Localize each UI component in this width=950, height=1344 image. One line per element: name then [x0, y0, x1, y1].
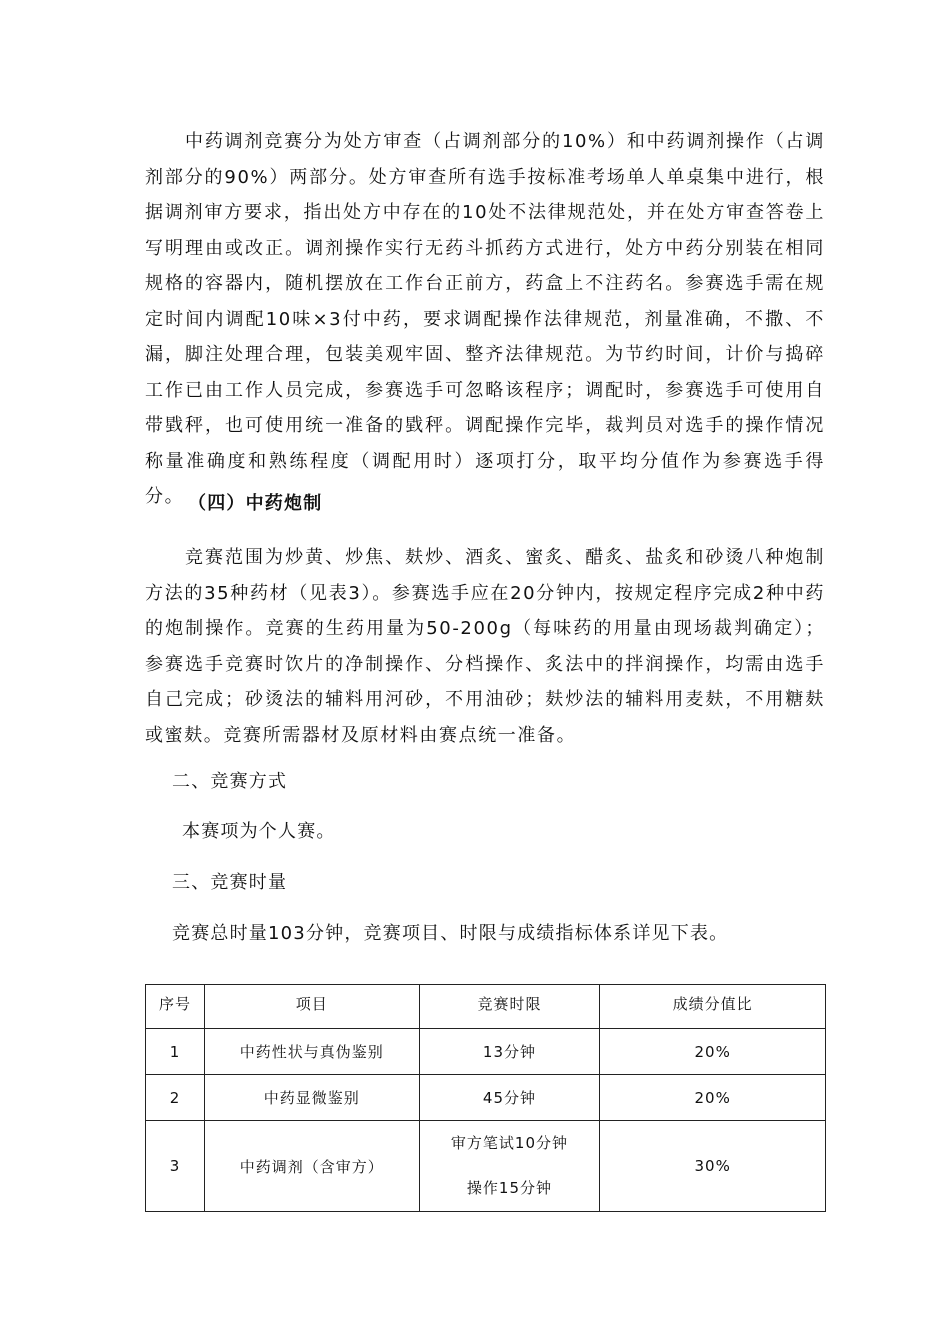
cell-item: 中药显微鉴别	[204, 1075, 419, 1121]
header-time: 竞赛时限	[419, 985, 600, 1029]
cell-item: 中药调剂（含审方）	[204, 1121, 419, 1212]
section-heading-format: 二、竞赛方式	[172, 771, 288, 792]
cell-time	[419, 1121, 600, 1212]
section-heading-duration: 三、竞赛时量	[172, 872, 288, 893]
total-time-text: 竞赛总时量103分钟，竞赛项目、时限与成绩指标体系详见下表。	[172, 923, 729, 944]
cell-no: 2	[146, 1075, 205, 1121]
cell-time: 13分钟	[419, 1029, 600, 1075]
header-no: 序号	[146, 985, 205, 1029]
header-item: 项目	[204, 985, 419, 1029]
cell-score: 20%	[600, 1029, 826, 1075]
cell-score: 20%	[600, 1075, 826, 1121]
schedule-table	[145, 984, 826, 1212]
cell-time-written: 审方笔试10分钟	[450, 1134, 568, 1152]
cell-score: 30%	[600, 1121, 826, 1212]
table-row	[146, 1029, 826, 1075]
cell-no: 1	[146, 1029, 205, 1075]
paragraph-dispensing: 中药调剂竞赛分为处方审查（占调剂部分的10%）和中药调剂操作（占调剂部分的90%）两部分。处方审查所有选手按标准考场单人单桌集中进行，根据调剂审方要求，指出处方中存在的10处不法律规范处，并在处方审查答卷上写明理由或改正。调剂操作实行无药斗抓药方式进行，处方中药分别装在相同规格的容器内，随机摆放在工作台正前方，药盒上不注药名。参赛选手需在规定时间内调配10味×3付中药，要求调配操作法律规范，剂量准确，不撒、不漏，脚注处理合理，包装美观牢固、整齐法律规范。为节约时间，计价与捣碎工作已由工作人员完成，参赛选手可忽略该程序；调配时，参赛选手可使用自带戥秤，也可使用统一准备的戥秤。调配操作完毕，裁判员对选手的操作情况称量准确度和熟练程度（调配用时）逐项打分，取平均分值作为参赛选手得分。	[145, 131, 825, 507]
table-row	[146, 1121, 826, 1212]
paragraph-processing: 竞赛范围为炒黄、炒焦、麸炒、酒炙、蜜炙、醋炙、盐炙和砂烫八种炮制方法的35种药材（见表3）。参赛选手应在20分钟内，按规定程序完成2种中药的炮制操作。竞赛的生药用量为50-200g（每味药的用量由现场裁判确定）；参赛选手竞赛时饮片的净制操作、分档操作、炙法中的拌润操作，均需由选手自己完成；砂烫法的辅料用河砂，不用油砂；麸炒法的辅料用麦麸，不用糖麸或蜜麸。竞赛所需器材及原材料由赛点统一准备。	[145, 547, 825, 746]
table-header-row	[146, 985, 826, 1029]
cell-time: 45分钟	[419, 1075, 600, 1121]
header-score: 成绩分值比	[600, 985, 826, 1029]
cell-item: 中药性状与真伪鉴别	[204, 1029, 419, 1075]
cell-time-operation: 操作15分钟	[466, 1179, 552, 1197]
table-row	[146, 1075, 826, 1121]
individual-competition-text: 本赛项为个人赛。	[182, 821, 336, 842]
cell-no: 3	[146, 1121, 205, 1212]
section-heading-processing: （四）中药炮制	[188, 493, 323, 514]
